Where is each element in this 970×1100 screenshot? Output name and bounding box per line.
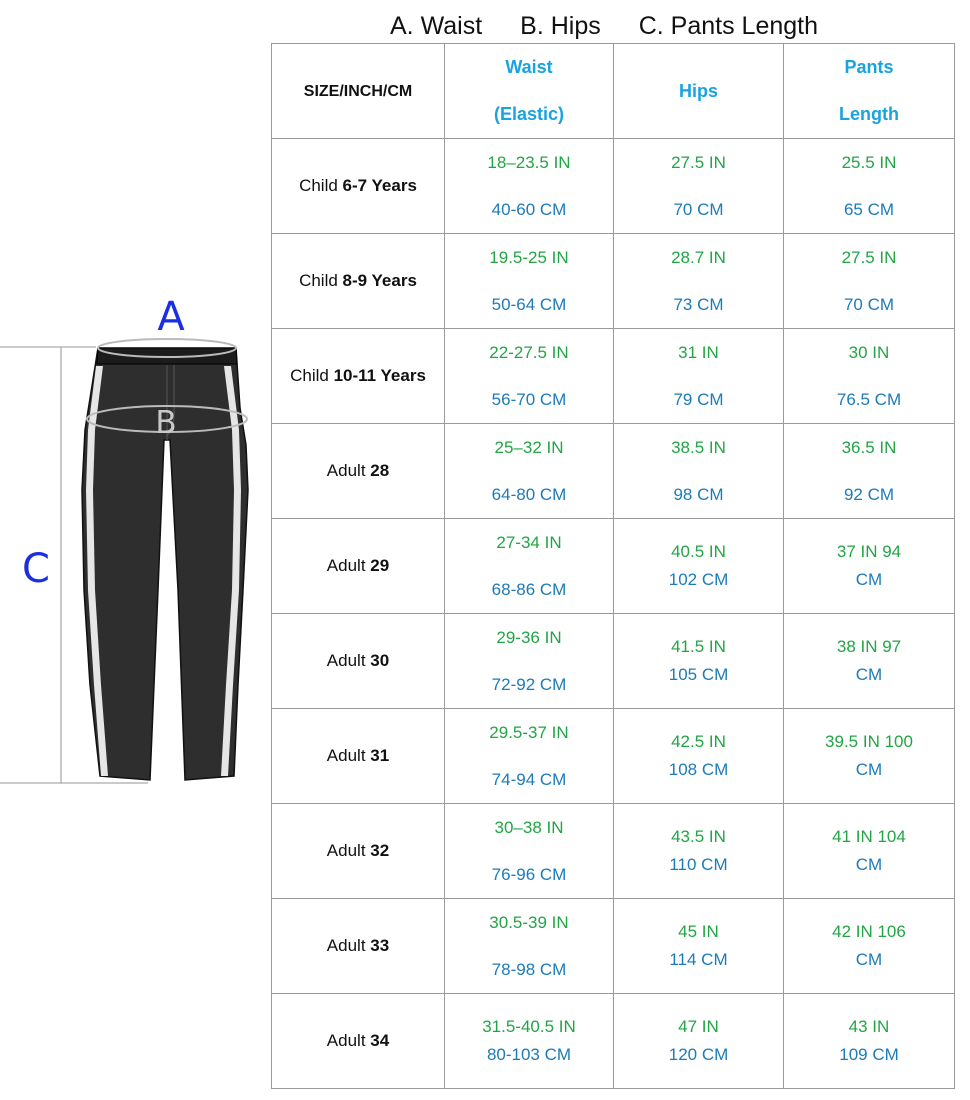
header-size: SIZE/INCH/CM	[272, 44, 445, 139]
legend-waist: A. Waist	[390, 12, 483, 40]
size-label: Adult 30	[272, 614, 445, 709]
table-row	[272, 899, 955, 994]
table-row	[272, 994, 955, 1089]
label-b: B	[155, 405, 177, 441]
waist-cell: 30–38 IN 76-96 CM	[445, 804, 614, 899]
pants-measurement-illustration	[0, 290, 270, 800]
hips-cell: 41.5 IN 105 CM	[614, 614, 784, 709]
length-cell: 43 IN 109 CM	[784, 994, 955, 1089]
size-label: Adult 28	[272, 424, 445, 519]
length-cell: 27.5 IN 70 CM	[784, 234, 955, 329]
table-row	[272, 519, 955, 614]
hips-cell: 27.5 IN 70 CM	[614, 139, 784, 234]
table-row	[272, 234, 955, 329]
hips-cell: 47 IN 120 CM	[614, 994, 784, 1089]
table-row	[272, 424, 955, 519]
waist-cell: 22-27.5 IN 56-70 CM	[445, 329, 614, 424]
size-label: Adult 33	[272, 899, 445, 994]
size-label: Child 8-9 Years	[272, 234, 445, 329]
hips-cell: 38.5 IN 98 CM	[614, 424, 784, 519]
length-cell: 41 IN 104 CM	[784, 804, 955, 899]
waist-cell: 30.5-39 IN 78-98 CM	[445, 899, 614, 994]
size-label: Child 6-7 Years	[272, 139, 445, 234]
label-c: C	[22, 546, 50, 592]
measurement-legend	[390, 12, 850, 46]
waist-cell: 29-36 IN 72-92 CM	[445, 614, 614, 709]
waist-cell: 31.5-40.5 IN 80-103 CM	[445, 994, 614, 1089]
table-row	[272, 614, 955, 709]
hips-cell: 45 IN 114 CM	[614, 899, 784, 994]
header-hips: Hips	[614, 44, 784, 139]
length-cell: 30 IN 76.5 CM	[784, 329, 955, 424]
legend-hips: B. Hips	[520, 12, 601, 40]
header-waist: Waist (Elastic)	[445, 44, 614, 139]
size-label: Adult 31	[272, 709, 445, 804]
length-cell: 37 IN 94 CM	[784, 519, 955, 614]
legend-pants-length: C. Pants Length	[638, 12, 819, 40]
hips-cell: 28.7 IN 73 CM	[614, 234, 784, 329]
size-label: Adult 34	[272, 994, 445, 1089]
waist-cell: 19.5-25 IN 50-64 CM	[445, 234, 614, 329]
table-row	[272, 804, 955, 899]
waist-cell: 27-34 IN 68-86 CM	[445, 519, 614, 614]
length-cell: 25.5 IN 65 CM	[784, 139, 955, 234]
waist-cell: 29.5-37 IN 74-94 CM	[445, 709, 614, 804]
table-row	[272, 139, 955, 234]
size-label: Child 10-11 Years	[272, 329, 445, 424]
length-cell: 39.5 IN 100 CM	[784, 709, 955, 804]
hips-cell: 42.5 IN 108 CM	[614, 709, 784, 804]
hips-cell: 40.5 IN 102 CM	[614, 519, 784, 614]
waist-cell: 18–23.5 IN 40-60 CM	[445, 139, 614, 234]
length-cell: 36.5 IN 92 CM	[784, 424, 955, 519]
header-pants-length: Pants Length	[784, 44, 955, 139]
size-label: Adult 29	[272, 519, 445, 614]
size-chart-table	[271, 43, 955, 1089]
size-label: Adult 32	[272, 804, 445, 899]
table-header-row	[272, 44, 955, 139]
label-a: A	[157, 294, 185, 340]
hips-cell: 43.5 IN 110 CM	[614, 804, 784, 899]
length-cell: 38 IN 97 CM	[784, 614, 955, 709]
hips-cell: 31 IN 79 CM	[614, 329, 784, 424]
table-row	[272, 709, 955, 804]
waist-cell: 25–32 IN 64-80 CM	[445, 424, 614, 519]
table-row	[272, 329, 955, 424]
length-cell: 42 IN 106 CM	[784, 899, 955, 994]
